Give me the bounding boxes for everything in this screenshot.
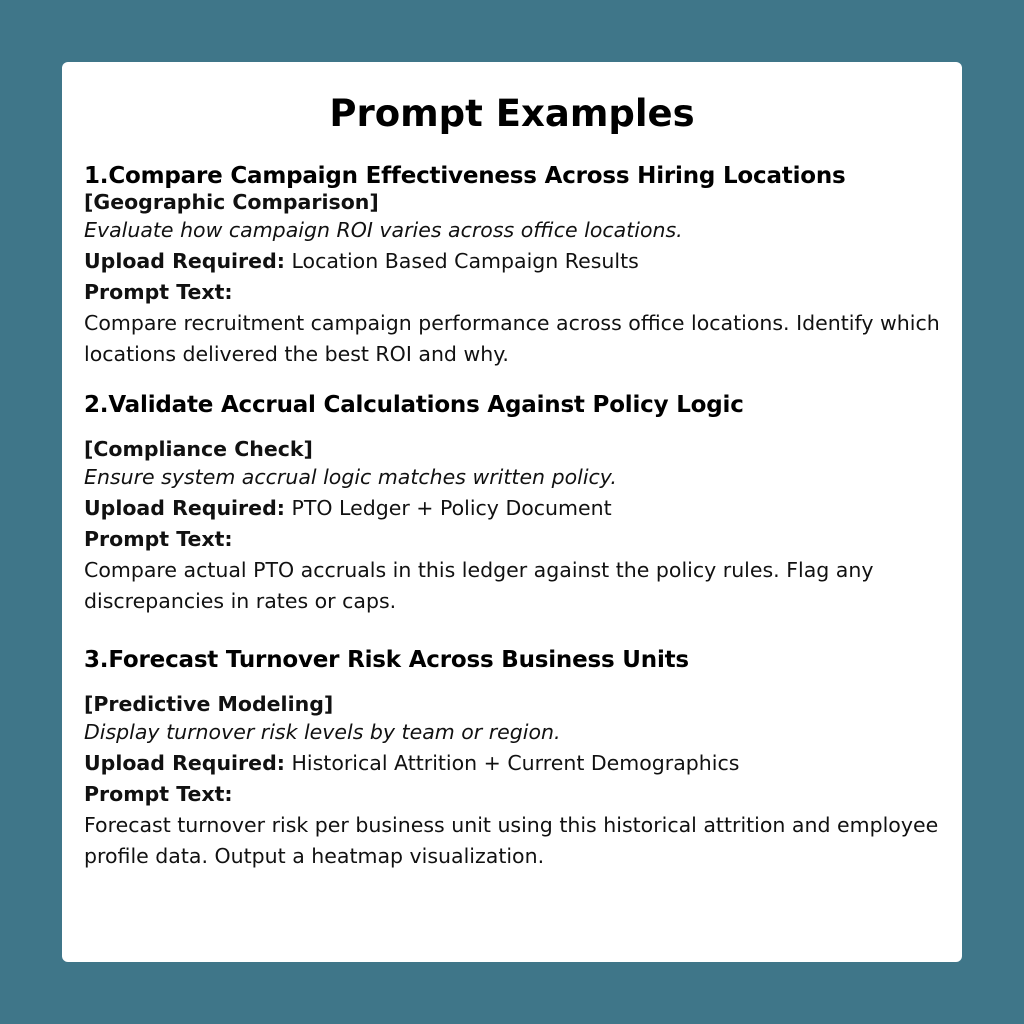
example-heading: 3.Forecast Turnover Risk Across Business Units [84,647,689,673]
example-description: Ensure system accrual logic matches written policy. [84,465,617,489]
upload-required-label: Upload Required: [84,496,285,520]
prompt-text-body: Forecast turnover risk per business unit using this historical attrition and employee profile data. Output a heatmap visualization. [84,813,939,868]
example-heading: 2.Validate Accrual Calculations Against Policy Logic [84,392,744,418]
prompt-text-label: Prompt Text: [84,527,233,551]
prompt-example-3 [84,647,940,872]
page-title: Prompt Examples [329,92,695,135]
upload-required-value: Historical Attrition + Current Demographics [291,751,740,775]
upload-required-value: Location Based Campaign Results [291,249,639,273]
prompt-examples-card [62,62,962,962]
example-description: Evaluate how campaign ROI varies across office locations. [84,218,683,242]
prompt-text-body: Compare recruitment campaign performance across office locations. Identify which locations delivered the best ROI and why. [84,311,940,366]
upload-required-label: Upload Required: [84,751,285,775]
prompt-text-label: Prompt Text: [84,280,233,304]
example-heading: 1.Compare Campaign Effectiveness Across Hiring Locations [84,163,846,189]
example-category-tag: [Compliance Check] [84,437,313,461]
upload-required-value: PTO Ledger + Policy Document [291,496,612,520]
prompt-text-label: Prompt Text: [84,782,233,806]
upload-required-line [84,493,940,524]
prompt-example-2 [84,392,940,617]
example-description: Display turnover risk levels by team or region. [84,720,561,744]
example-category-tag: [Geographic Comparison] [84,190,379,214]
upload-required-label: Upload Required: [84,249,285,273]
upload-required-line [84,748,940,779]
prompt-example-1 [84,163,940,370]
upload-required-line [84,246,940,277]
prompt-text-body: Compare actual PTO accruals in this ledger against the policy rules. Flag any discrepancies in rates or caps. [84,558,874,613]
example-category-tag: [Predictive Modeling] [84,692,334,716]
